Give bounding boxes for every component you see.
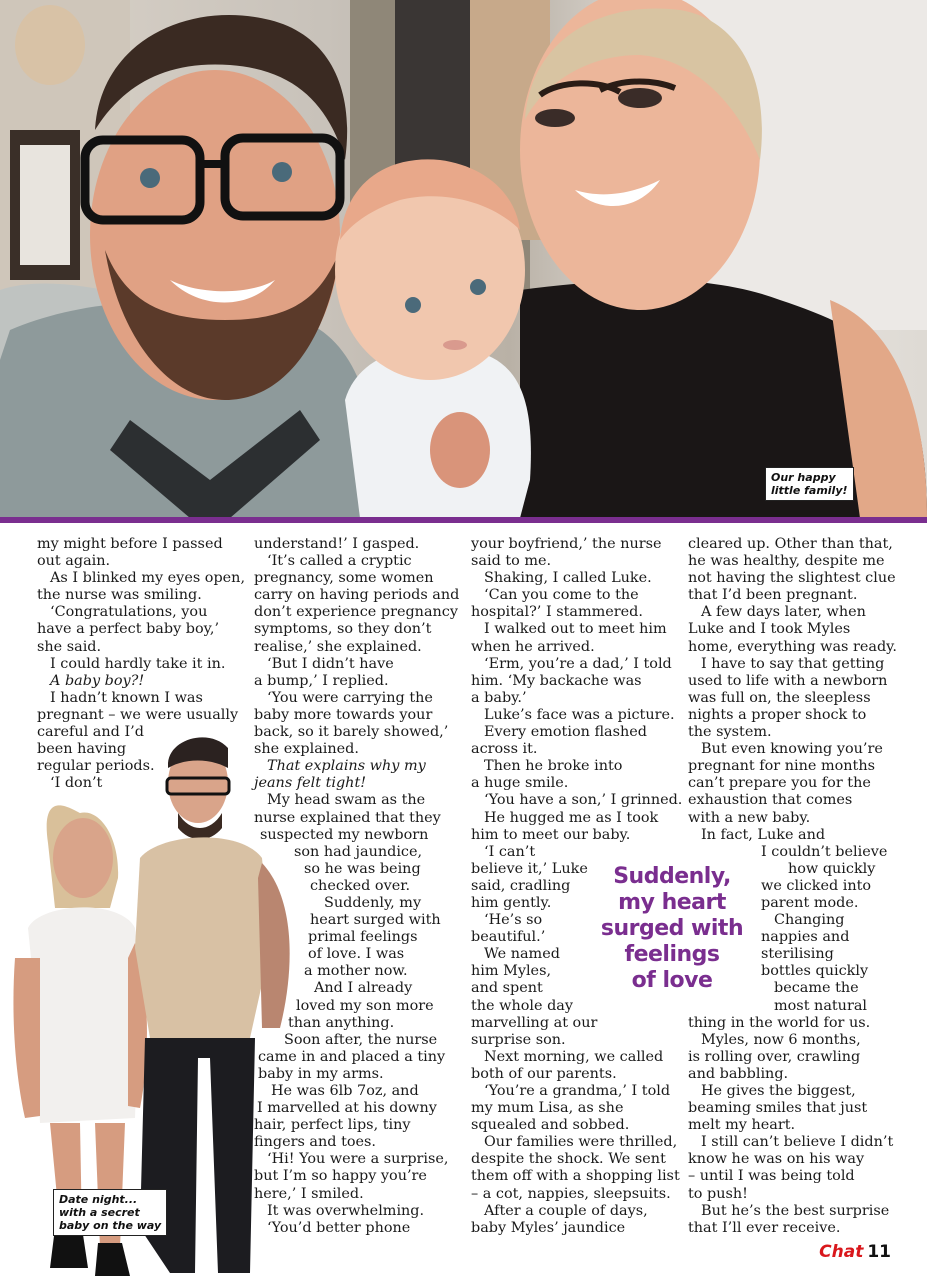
pull-quote-line: surged with xyxy=(600,916,744,941)
article-text-line: Every emotion flashed xyxy=(484,724,648,741)
article-text-line: nurse explained that they xyxy=(254,809,441,826)
article-text-line: checked over. xyxy=(310,877,411,894)
article-text-line: sterilising xyxy=(761,946,834,963)
article-text-line: But even knowing you’re xyxy=(701,741,883,758)
article-text-line: came in and placed a tiny xyxy=(258,1048,446,1065)
article-text-line: He hugged me as I took xyxy=(484,809,659,826)
article-text-line: can’t prepare you for the xyxy=(688,775,871,792)
page-folio xyxy=(819,1242,891,1262)
article-text-line: out again. xyxy=(37,553,111,570)
magazine-brand-logo: Chat xyxy=(819,1242,864,1262)
article-text-line: ‘Hi! You were a surprise, xyxy=(267,1151,449,1168)
family-photo-illustration xyxy=(0,0,927,518)
article-text-line: we clicked into xyxy=(761,877,872,894)
article-text-line: realise,’ she explained. xyxy=(254,638,422,655)
article-text-line: across it. xyxy=(471,741,538,758)
article-text-line: beaming smiles that just xyxy=(688,1100,868,1117)
article-text-line: jeans felt tight! xyxy=(254,775,367,792)
article-text-line: exhaustion that comes xyxy=(688,792,853,809)
article-text-line: him gently. xyxy=(471,894,552,911)
article-text-line: I walked out to meet him xyxy=(484,621,667,638)
article-text-line: pregnancy, some women xyxy=(254,570,434,587)
article-text-line: your boyfriend,’ the nurse xyxy=(471,536,662,552)
article-text-line: a huge smile. xyxy=(471,775,569,792)
couple-photo xyxy=(0,728,300,1280)
hero-photo-caption: Our happy little family! xyxy=(765,467,854,501)
article-text-line: I could hardly take it in. xyxy=(50,655,226,672)
pull-quote xyxy=(596,864,748,994)
article-text-line: ‘You’re a grandma,’ I told xyxy=(484,1083,671,1099)
article-text-line: of love. I was xyxy=(308,946,405,963)
article-text-line: – a cot, nappies, sleepsuits. xyxy=(471,1185,671,1202)
article-text-line: ‘Erm, you’re a dad,’ I told xyxy=(484,655,672,672)
article-text-line: I have to say that getting xyxy=(701,655,885,672)
article-text-line: carry on having periods and xyxy=(254,587,460,604)
article-text-line: ‘You have a son,’ I grinned. xyxy=(484,792,683,809)
article-text-line: parent mode. xyxy=(761,894,859,911)
article-text-line: she explained. xyxy=(254,741,359,758)
article-text-line: not having the slightest clue xyxy=(688,570,896,587)
article-text-line: the nurse was smiling. xyxy=(37,587,202,604)
article-text-line: hospital?’ I stammered. xyxy=(471,604,643,621)
article-text-line: pregnant – we were usually xyxy=(37,706,239,723)
article-text-line: home, everything was ready. xyxy=(688,638,897,655)
article-text-line: how quickly xyxy=(788,860,876,877)
article-text-line: with a new baby. xyxy=(688,809,811,826)
section-divider-rule xyxy=(0,517,927,523)
article-text-line: she said. xyxy=(37,638,102,655)
article-text-line: Myles, now 6 months, xyxy=(701,1031,861,1048)
article-text-line: don’t experience pregnancy xyxy=(254,604,458,621)
article-text-line: But he’s the best surprise xyxy=(701,1202,890,1219)
article-text-line: hair, perfect lips, tiny xyxy=(254,1117,411,1134)
article-text-line: and babbling. xyxy=(688,1065,789,1082)
article-text-line: the system. xyxy=(688,724,772,741)
article-text-line: when he arrived. xyxy=(471,638,595,655)
article-text-line: a baby.’ xyxy=(471,689,527,706)
article-text-line: ‘You were carrying the xyxy=(267,689,433,706)
article-text-line: despite the shock. We sent xyxy=(471,1151,666,1168)
article-text-line: melt my heart. xyxy=(688,1117,796,1134)
article-text-line: a mother now. xyxy=(304,963,408,980)
page-number: 11 xyxy=(867,1242,891,1262)
article-text-line: That explains why my xyxy=(267,758,426,775)
article-text-line: fingers and toes. xyxy=(254,1134,376,1151)
article-text-line: most natural xyxy=(774,997,868,1014)
article-text-line: back, so it barely showed,’ xyxy=(254,724,449,741)
article-text-line: Suddenly, my xyxy=(324,894,422,911)
article-text-line: my might before I passed xyxy=(37,536,223,552)
article-text-line: I hadn’t known I was xyxy=(50,689,203,706)
article-text-line: And I already xyxy=(314,980,413,997)
article-text-line: the whole day xyxy=(471,997,574,1014)
article-text-line: know he was on his way xyxy=(688,1151,865,1168)
article-text-line: ‘It’s called a cryptic xyxy=(267,553,412,570)
article-text-line: him Myles, xyxy=(471,963,552,980)
article-text-line: Next morning, we called xyxy=(484,1048,664,1065)
article-text-line: him. ‘My backache was xyxy=(471,672,642,689)
article-text-line: I marvelled at his downy xyxy=(257,1100,437,1117)
article-text-line: been having xyxy=(37,741,127,758)
article-text-line: I still can’t believe I didn’t xyxy=(701,1134,894,1151)
article-text-line: said, cradling xyxy=(471,877,571,894)
article-text-line: After a couple of days, xyxy=(484,1202,648,1219)
article-text-line: here,’ I smiled. xyxy=(254,1185,364,1202)
article-text-line: In fact, Luke and xyxy=(701,826,826,843)
pull-quote-line: my heart xyxy=(618,890,726,915)
article-text-line: was full on, the sleepless xyxy=(688,689,871,706)
article-text-line: Luke’s face was a picture. xyxy=(484,706,675,723)
couple-photo-caption: Date night... with a secret baby on the way xyxy=(53,1189,167,1236)
article-text-line: that I’d been pregnant. xyxy=(688,587,858,604)
article-text-line: – until I was being told xyxy=(688,1168,855,1185)
article-text-line: ‘I don’t xyxy=(50,775,103,792)
article-text-line: but I’m so happy you’re xyxy=(254,1168,427,1185)
article-text-line: ‘I can’t xyxy=(484,843,536,860)
article-text-line: ‘He’s so xyxy=(484,912,543,929)
article-text-line: My head swam as the xyxy=(267,792,426,809)
article-text-line: is rolling over, crawling xyxy=(688,1048,861,1065)
article-text-line: believe it,’ Luke xyxy=(471,860,588,877)
article-text-line: a bump,’ I replied. xyxy=(254,672,389,689)
article-text-line: nights a proper shock to xyxy=(688,706,867,723)
article-text-line: him to meet our baby. xyxy=(471,826,631,843)
article-text-line: A few days later, when xyxy=(701,604,866,621)
article-text-line: so he was being xyxy=(304,860,421,877)
article-text-line: baby more towards your xyxy=(254,706,433,723)
article-text-line: cleared up. Other than that, xyxy=(688,536,893,552)
article-text-line: surprise son. xyxy=(471,1031,566,1048)
article-text-line: Then he broke into xyxy=(484,758,623,775)
article-text-line: regular periods. xyxy=(37,758,155,775)
article-text-line: He was 6lb 7oz, and xyxy=(271,1083,419,1099)
article-text-line: Our families were thrilled, xyxy=(484,1134,678,1151)
article-text-line: Shaking, I called Luke. xyxy=(484,570,652,587)
article-text-line: beautiful.’ xyxy=(471,929,546,946)
article-text-line: Soon after, the nurse xyxy=(284,1031,438,1048)
article-text-line: nappies and xyxy=(761,929,850,946)
article-text-line: suspected my newborn xyxy=(260,826,429,843)
article-text-line: ‘You’d better phone xyxy=(267,1219,411,1236)
article-text-line: Luke and I took Myles xyxy=(688,621,851,638)
hero-family-photo xyxy=(0,0,927,518)
article-text-line: them off with a shopping list xyxy=(471,1168,680,1185)
article-text-line: to push! xyxy=(688,1185,748,1202)
pull-quote-line: Suddenly, xyxy=(613,864,731,889)
article-text-line: and spent xyxy=(471,980,543,997)
article-text-line: loved my son more xyxy=(296,997,434,1014)
article-text-line: ‘Can you come to the xyxy=(484,587,639,604)
article-text-line: used to life with a newborn xyxy=(688,672,888,689)
article-text-line: became the xyxy=(774,980,859,997)
article-text-line: Changing xyxy=(774,912,845,929)
article-text-line: understand!’ I gasped. xyxy=(254,536,420,552)
article-text-line: son had jaundice, xyxy=(294,843,423,860)
article-text-line: have a perfect baby boy,’ xyxy=(37,621,220,638)
article-text-line: baby Myles’ jaundice xyxy=(471,1219,626,1236)
pull-quote-line: of love xyxy=(631,968,713,993)
article-text-line: both of our parents. xyxy=(471,1065,617,1082)
article-text-line: symptoms, so they don’t xyxy=(254,621,432,638)
article-text-line: heart surged with xyxy=(310,912,441,929)
pull-quote-line: feelings xyxy=(624,942,720,967)
article-text-line: ‘But I didn’t have xyxy=(267,655,394,672)
article-text-line: my mum Lisa, as she xyxy=(471,1100,624,1117)
article-text-line: We named xyxy=(484,946,560,963)
article-text-line: said to me. xyxy=(471,553,552,570)
article-text-line: primal feelings xyxy=(308,929,418,946)
article-text-line: A baby boy?! xyxy=(50,672,145,689)
article-text-line: he was healthy, despite me xyxy=(688,553,885,570)
article-text-line: that I’ll ever receive. xyxy=(688,1219,841,1236)
article-text-line: baby in my arms. xyxy=(258,1065,384,1082)
article-text-line: I couldn’t believe xyxy=(761,843,888,860)
article-text-line: It was overwhelming. xyxy=(267,1202,425,1219)
article-text-line: bottles quickly xyxy=(761,963,869,980)
article-text-line: ‘Congratulations, you xyxy=(50,604,208,621)
article-text-line: pregnant for nine months xyxy=(688,758,875,775)
article-text-line: marvelling at our xyxy=(471,1014,598,1031)
article-text-line: He gives the biggest, xyxy=(701,1083,856,1099)
article-text-line: careful and I’d xyxy=(37,724,144,741)
article-text-line: squealed and sobbed. xyxy=(471,1117,630,1134)
article-text-line: than anything. xyxy=(288,1014,395,1031)
article-text-line: thing in the world for us. xyxy=(688,1014,871,1031)
article-text-line: As I blinked my eyes open, xyxy=(50,570,246,587)
